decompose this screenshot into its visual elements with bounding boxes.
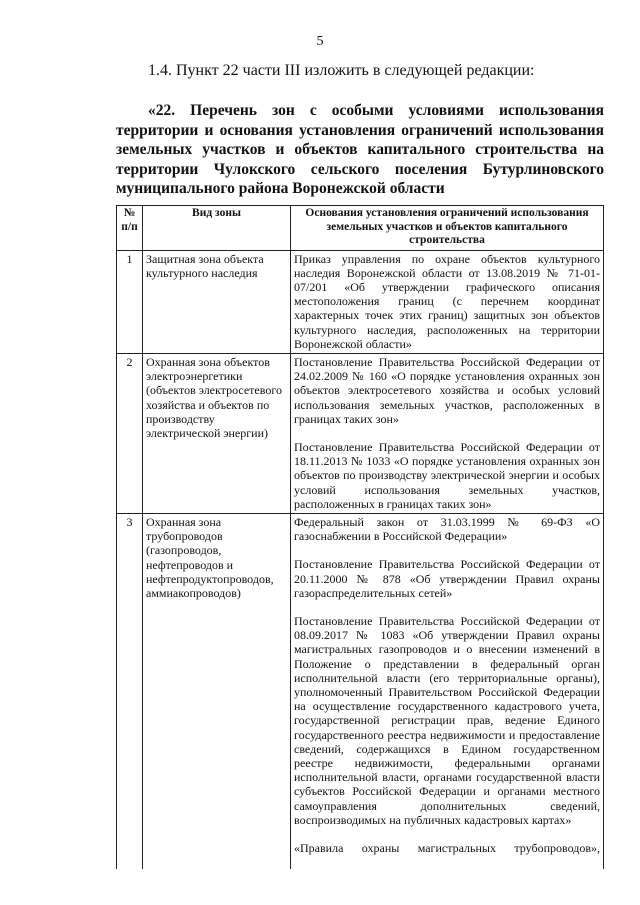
zone-kind: Защитная зона объекта культурного наследия: [143, 250, 291, 353]
page-number: 5: [316, 34, 324, 49]
zones-table: [116, 205, 604, 869]
zone-basis: [291, 513, 604, 869]
table-row: [117, 353, 604, 513]
header-basis: Основания установления ограничений использования земельных участков и объектов капитального строительства: [291, 206, 604, 251]
header-zone-kind: Вид зоны: [143, 206, 291, 251]
basis-paragraph: Постановление Правительства Российской Федерации от 18.11.2013 № 1033 «О порядке установления охранных зон объектов по производству электрической энергии и особых условий использования земельных участков, расположенных в границах таких зон»: [294, 439, 600, 511]
heading-line: муниципального района Воронежской области: [116, 180, 445, 197]
basis-paragraph: Постановление Правительства Российской Федерации от 08.09.2017 № 1083 «Об утверждении Правил охраны магистральных газопроводов и о внесении изменений в Положение о представлении в федеральный орган исполнительной власти (его территориальные органы), уполномоченный Правительством Российской Федерации на осуществление государственного кадастрового учета, государственной регистрации прав, ведение Единого государственного реестра недвижимости и предоставление сведений, содержащихся в Едином государственном реестре недвижимости, федеральными органами исполнительной власти, органами государственной власти субъектов Российской Федерации и органами местного самоуправления дополнительных сведений, воспроизводимых на публичных кадастровых картах»: [294, 613, 600, 827]
heading-line: территории Чулокского сельского поселения Бутурлиновского: [116, 160, 604, 178]
zone-kind: Охранная зона трубопроводов (газопроводов, нефтепроводов и нефтепродуктопроводов, аммиакопроводов): [143, 513, 291, 869]
basis-paragraph: «Правила охраны магистральных трубопроводов»,: [294, 841, 600, 856]
basis-paragraph: Постановление Правительства Российской Федерации от 20.11.2000 № 878 «Об утверждении Правил охраны газораспределительных сетей»: [294, 557, 600, 600]
basis-paragraph: Федеральный закон от 31.03.1999 № 69-ФЗ «О газоснабжении в Российской Федерации»: [294, 514, 600, 544]
header-number: № п/п: [117, 206, 143, 251]
row-number: 2: [117, 353, 143, 513]
zone-kind: Охранная зона объектов электроэнергетики (объектов электросетевого хозяйства и объектов по производству электрической энергии): [143, 353, 291, 513]
basis-paragraph: Постановление Правительства Российской Федерации от 24.02.2009 № 160 «О порядке установления охранных зон объектов электросетевого хозяйства и особых условий использования земельных участков, расположенных в границах таких зон»: [294, 354, 600, 426]
table-row: [117, 250, 604, 353]
amendment-intro: 1.4. Пункт 22 части III изложить в следующей редакции:: [148, 62, 535, 79]
heading-line: земельных участков и объектов капитального строительства на: [116, 141, 604, 158]
heading-line: «22. Перечень зон с особыми условиями использования: [148, 102, 604, 119]
row-number: 1: [117, 250, 143, 353]
table-header-row: [117, 206, 604, 251]
section-heading: [116, 101, 604, 199]
table-row: [117, 513, 604, 869]
heading-line: территории и основания установления ограничений использования: [116, 121, 604, 139]
zone-basis: [291, 250, 604, 353]
row-number: 3: [117, 513, 143, 869]
basis-paragraph: Приказ управления по охране объектов культурного наследия Воронежской области от 13.08.2019 № 71-01-07/201 «Об утверждении графического описания местоположения границ (с перечнем координат характерных точек этих границ) защитных зон объектов культурного наследия, расположенных на территории Воронежской области»: [294, 251, 600, 351]
zone-basis: [291, 353, 604, 513]
